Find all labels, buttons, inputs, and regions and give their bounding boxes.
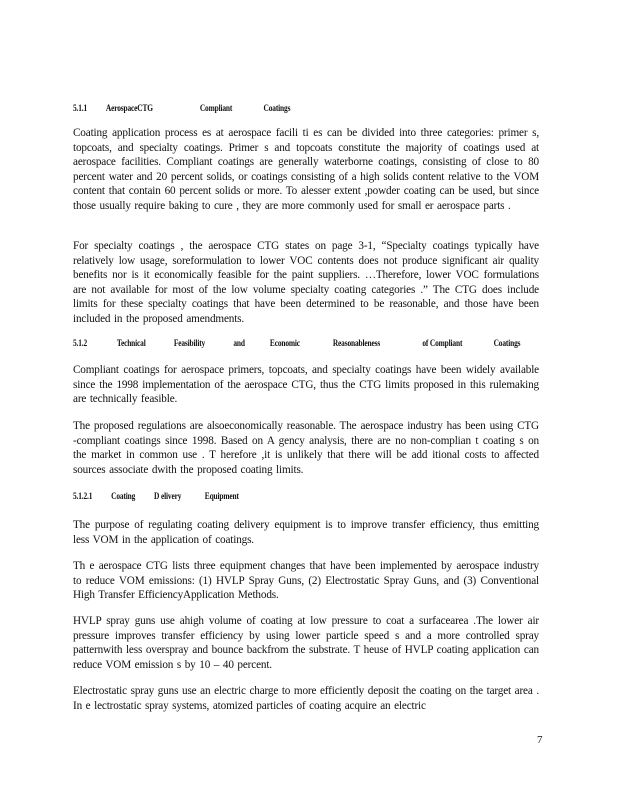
heading-word: Reasonableness (332, 339, 381, 349)
heading-word: Economic (269, 339, 300, 349)
page-number: 7 (537, 734, 543, 746)
heading-word: of Compliant (422, 339, 463, 349)
paragraph: Th e aerospace CTG lists three equipment changes that have been implemented by aerospace industry to reduce VOM emissions: (1) HVLP Spray Guns, (2) Electrostatic Spray Guns, and (3) Conventional High Transfer EfficiencyApplication Methods. (73, 560, 539, 602)
heading-word: Compliant (199, 104, 233, 114)
section-number: 5.1.2.1 (73, 492, 93, 502)
heading-word: and (233, 339, 245, 349)
paragraph: The proposed regulations are alsoeconomically reasonable. The aerospace industry has been using CTG -compliant coatings since 1998. Based on A gency analysis, there are no non-complian t coating s on the market in common use . T herefore ,it is unlikely that there will be add itional costs to affected sources associate dwith the proposed coating limits. (73, 420, 539, 476)
paragraph: Coating application process es at aerospace facili ti es can be divided into three categories: primer s, topcoats, and specialty coatings. Primer s and topcoats constitute the majority of coatings used at aerospace facilities. Compliant coatings are generally waterborne coatings, consisting of close to 80 percent water and 20 percent solids, or coatings consisting of a high solids content relative to the VOM content that contain 60 percent solids or more. To alesser extent ,powder coating can be used, but since those usually require baking to cure , they are more commonly used for small er aerospace parts . (73, 127, 539, 212)
heading-word: D elivery (154, 492, 182, 502)
heading-word: Coatings (493, 339, 521, 349)
section-number: 5.1.2 (73, 339, 88, 349)
heading-word: Equipment (204, 492, 239, 502)
paragraph: HVLP spray guns use ahigh volume of coating at low pressure to coat a surfacearea .The lower air pressure improves transfer efficiency by using lower particle speed s and a more controlled spray patternwith less overspray and bounce backfrom the substrate. T heuse of HVLP coating application can reduce VOM emission s by 10 – 40 percent. (73, 615, 539, 671)
section-number: 5.1.1 (73, 104, 88, 114)
heading-word: Coating (111, 492, 136, 502)
section-heading-5-1-1 (73, 104, 290, 114)
paragraph: The purpose of regulating coating delivery equipment is to improve transfer efficiency, thus emitting less VOM in the application of coatings. (73, 519, 539, 546)
paragraph: Electrostatic spray guns use an electric charge to more efficiently deposit the coating on the target area . In e lectrostatic spray systems, atomized particles of coating acquire an electric (73, 685, 539, 712)
paragraph: For specialty coatings , the aerospace CTG states on page 3-1, “Specialty coatings typically have relatively low usage, soreformulation to lower VOC contents does not produce significant air quality benefits nor is it economically feasible for the paint suppliers. …Therefore, lower VOC formulations are not available for most of the low volume specialty coating categories .” The CTG does include limits for these specialty coatings that have been determined to be reasonable, and those have been included in the proposed amendments. (73, 240, 539, 325)
paragraph: Compliant coatings for aerospace primers, topcoats, and specialty coatings have been widely available since the 1998 implementation of the aerospace CTG, thus the CTG limits proposed in this rulemaking are technically feasible. (73, 364, 539, 406)
heading-word: Feasibility (173, 339, 206, 349)
heading-word: Technical (116, 339, 146, 349)
section-heading-5-1-2-1 (73, 492, 239, 502)
section-heading-5-1-2 (73, 339, 520, 349)
heading-word: AerospaceCTG (105, 104, 153, 114)
heading-word: Coatings (263, 104, 291, 114)
